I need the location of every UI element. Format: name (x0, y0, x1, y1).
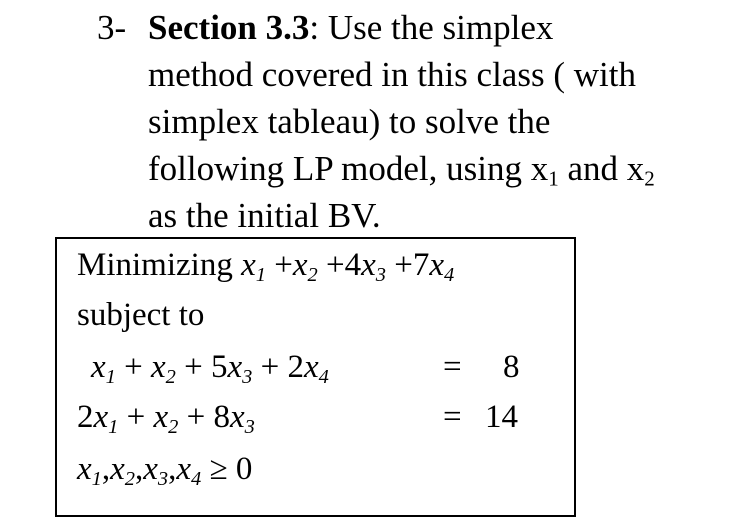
lp-model-box (55, 237, 576, 517)
constraint-2-relation: = (443, 399, 462, 435)
problem-line-3: simplex tableau) to solve the (148, 102, 551, 141)
constraint-2-rhs: 14 (485, 399, 518, 435)
constraint-1-relation: = (443, 349, 462, 385)
problem-line-5: as the initial BV. (148, 196, 381, 235)
problem-line-2: method covered in this class ( with (148, 55, 636, 94)
constraint-1: x1 + x2 + 5x3 + 2x4 (91, 349, 329, 389)
section-heading: Section 3.3 (148, 8, 310, 47)
objective-line: Minimizing x1 +x2 +4x3 +7x4 (77, 247, 455, 287)
problem-line-1-rest: : Use the simplex (309, 8, 554, 47)
problem-text (148, 4, 738, 239)
problem-line-4: following LP model, using x1 and x2 (148, 149, 655, 191)
constraint-1-rhs: 8 (503, 349, 520, 385)
problem-number: 3- (97, 8, 127, 47)
subject-to-label: subject to (77, 297, 205, 333)
nonnegativity-constraint: x1,x2,x3,x4 ≥ 0 (77, 451, 253, 491)
constraint-2: 2x1 + x2 + 8x3 (77, 399, 255, 439)
objective-label: Minimizing (77, 247, 233, 283)
problem-line-1 (148, 4, 738, 51)
